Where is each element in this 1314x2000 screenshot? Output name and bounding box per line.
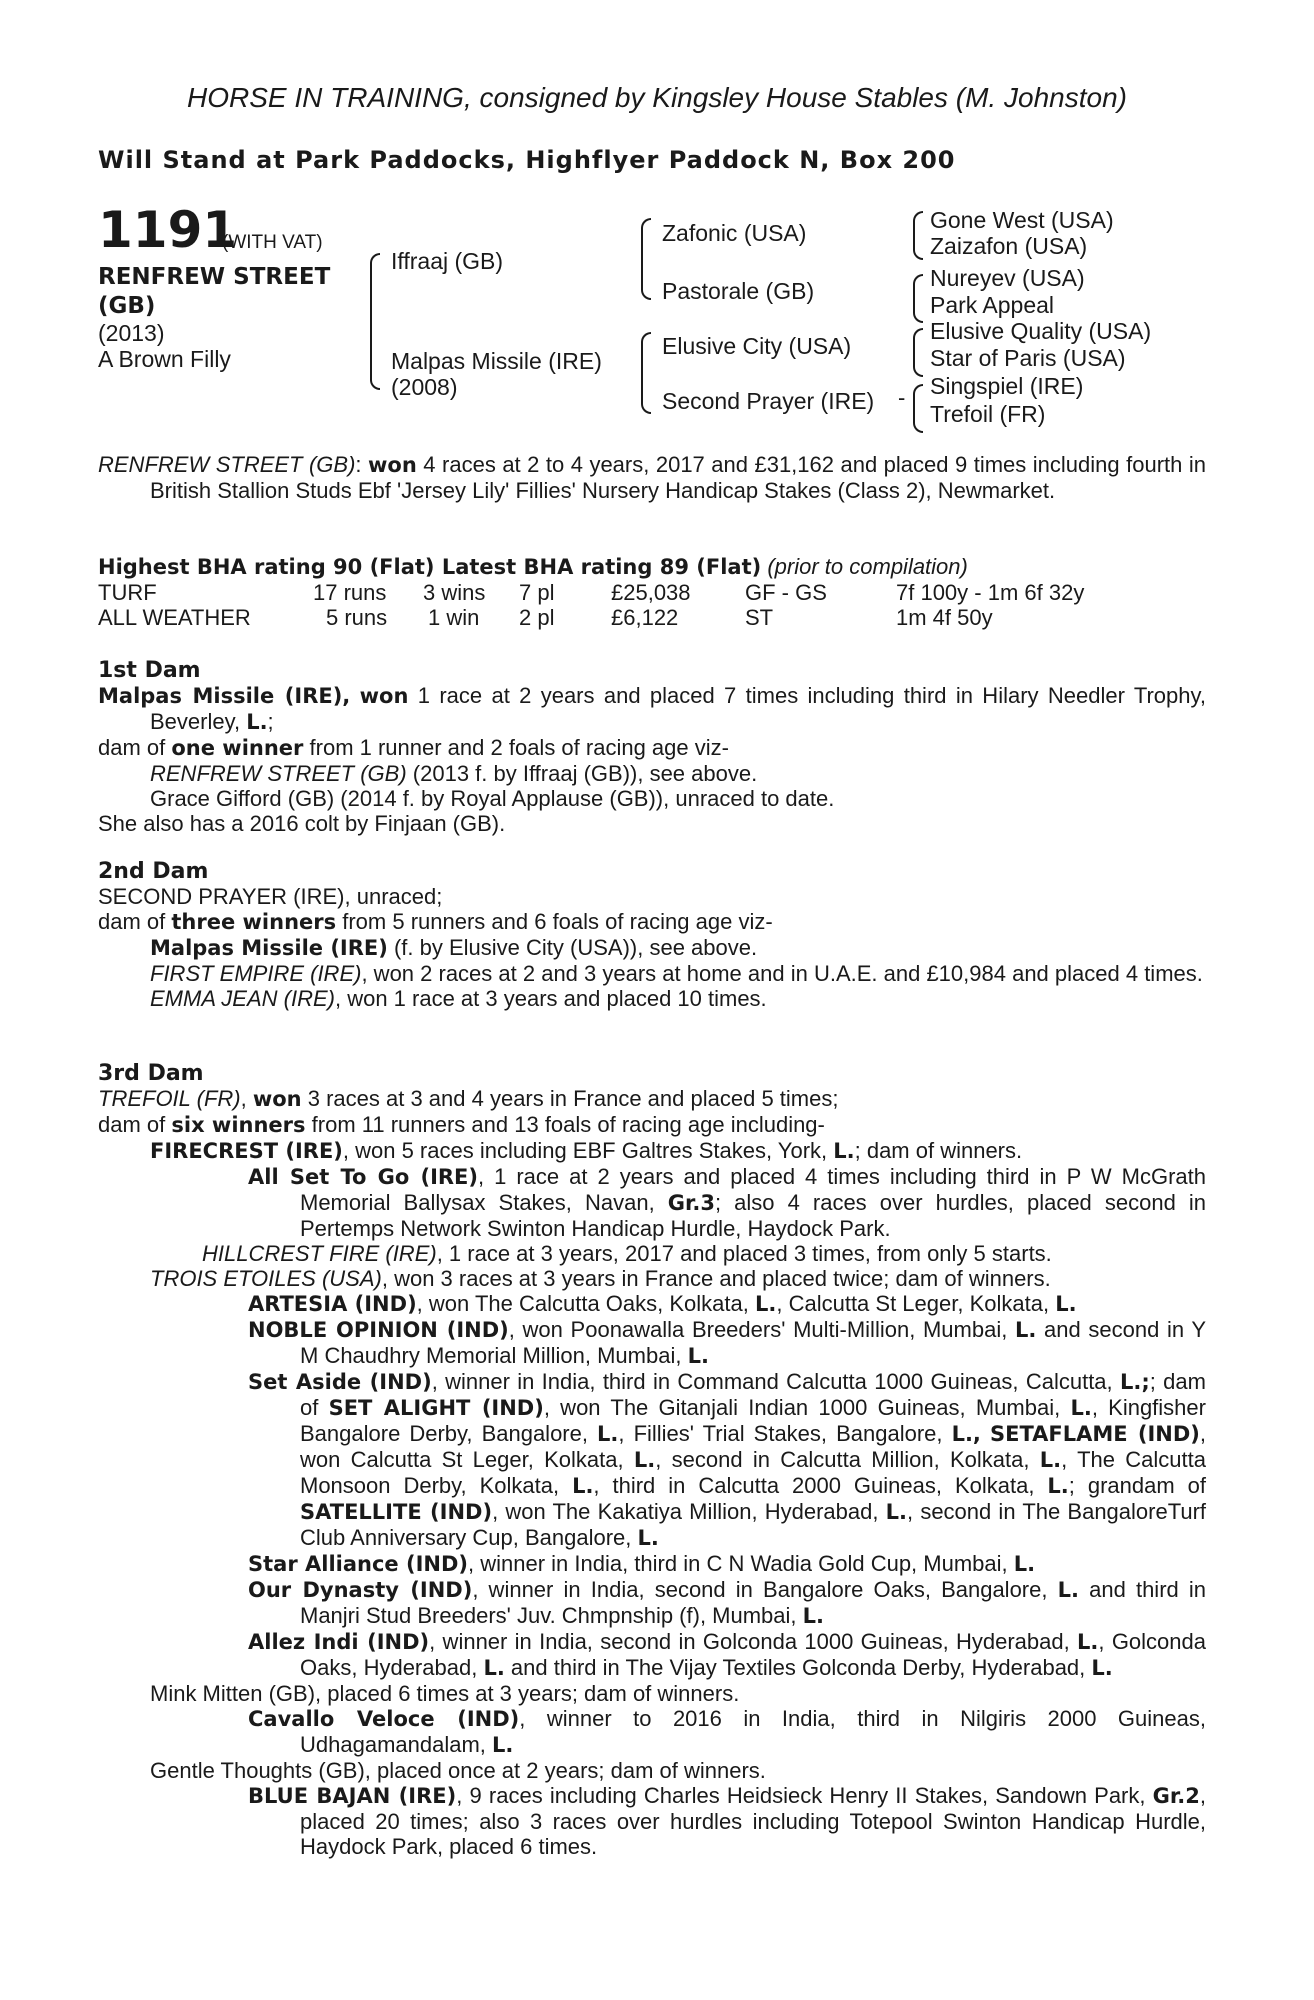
- first-dam-damof: dam of: [98, 735, 172, 760]
- setaflame-name: SETAFLAME (IND): [989, 1422, 1200, 1446]
- listed-mark: L.: [637, 1526, 659, 1550]
- listed-mark: L.: [246, 710, 268, 734]
- pedigree-sds: Nureyev (USA): [930, 265, 1085, 291]
- brace-g2: [913, 235, 923, 260]
- brace-g4: [913, 298, 923, 323]
- listed-mark: L.: [1039, 1448, 1062, 1472]
- listed-mark: L.: [1077, 1630, 1099, 1654]
- ratings-heading: Highest BHA rating 90 (Flat) Latest BHA rating 89 (Flat): [98, 555, 762, 579]
- ratings-note: (prior to compilation): [767, 554, 968, 579]
- turf-distance: 7f 100y - 1m 6f 32y: [896, 580, 1085, 605]
- first-dam-also: She also has a 2016 colt by Finjaan (GB).: [98, 811, 506, 836]
- horse-name: RENFREW STREET: [98, 264, 331, 290]
- first-dam-semi: ;: [267, 709, 274, 734]
- summary-name: RENFREW STREET (GB): [98, 452, 356, 477]
- first-dam-won: won: [359, 684, 409, 708]
- foal-description: A Brown Filly: [98, 346, 231, 372]
- listed-mark: L.: [802, 1604, 824, 1628]
- listed-mark: L.: [1013, 1552, 1036, 1576]
- bajan-text: , 9 races including Charles Heidsieck Henry II Stakes, Sandown Park,: [456, 1783, 1153, 1808]
- pedigree-sire-dam: Pastorale (GB): [662, 278, 815, 304]
- turf-wins: 3 wins: [423, 580, 486, 605]
- setalight-mid2: , Fillies' Trial Stakes, Bangalore,: [618, 1421, 952, 1446]
- second-dam-damof: dam of: [98, 909, 172, 934]
- pedigree-sdd: Park Appeal: [930, 292, 1055, 318]
- listed-mark: L.: [833, 1139, 855, 1163]
- pedigree-dam-dam: Second Prayer (IRE): [662, 388, 875, 414]
- mink-line: Mink Mitten (GB), placed 6 times at 3 years; dam of winners.: [150, 1681, 740, 1706]
- pedigree-ddd: Trefoil (FR): [930, 401, 1046, 427]
- listed-mark: L.: [1057, 1578, 1079, 1602]
- first-dam-winners: one winner: [171, 736, 304, 760]
- satellite-name: SATELLITE (IND): [300, 1500, 493, 1524]
- cavallo-text: , winner to 2016 in India, third in Nilgiris 2000 Guineas, Udhagamandalam,: [300, 1706, 1206, 1757]
- third-dam-name: TREFOIL (FR): [98, 1086, 241, 1111]
- venue-line: Will Stand at Park Paddocks, Highflyer Paddock N, Box 200: [98, 146, 956, 174]
- listed-mark: L.: [1055, 1292, 1077, 1316]
- artesia-text: , won The Calcutta Oaks, Kolkata,: [416, 1291, 755, 1316]
- firecrest-name: FIRECREST (IRE): [150, 1139, 343, 1163]
- listed-mark: L.: [572, 1474, 594, 1498]
- summary-text: 4 races at 2 to 4 years, 2017 and £31,162 and placed 9 times including fourth in British Stallion Studs Ebf 'Jersey Lily' Fillies' Nursery Handicap Stakes (Class 2), Newmarket.: [150, 452, 1206, 503]
- aw-going: ST: [745, 605, 774, 630]
- pedigree-dam-year: (2008): [391, 374, 458, 400]
- listed-mark: L.: [483, 1656, 505, 1680]
- second-dam-section: [98, 859, 1206, 1011]
- vat-label: (WITH VAT): [222, 232, 323, 253]
- setaside-mid: ; dam of: [300, 1369, 1206, 1420]
- pedigree-dss: Elusive Quality (USA): [930, 318, 1152, 344]
- noble-mid: and second in Y M Chaudhry Memorial Million, Mumbai,: [300, 1317, 1207, 1368]
- brace-dam-dam: [641, 372, 651, 414]
- page-header: HORSE IN TRAINING, consigned by Kingsley House Stables (M. Johnston): [187, 82, 1127, 113]
- listed-mark: L.;: [1119, 1370, 1150, 1394]
- brace-g1: [913, 211, 923, 237]
- pedigree-ssd: Zaizafon (USA): [930, 233, 1088, 259]
- aw-distance: 1m 4f 50y: [896, 605, 993, 630]
- second-dam-heading: 2nd Dam: [98, 859, 209, 884]
- lot-number: 1191: [98, 201, 238, 259]
- first-dam-section: [98, 658, 1206, 836]
- listed-mark: L.: [1047, 1474, 1069, 1498]
- pedigree-sire-sire: Zafonic (USA): [662, 220, 807, 246]
- brace-g5: [913, 328, 923, 354]
- foal-year: (2013): [98, 320, 165, 346]
- third-dam-section: 3rd Dam TREFOIL (FR), won 3 races at 3 and 4 years in France and placed 5 times; dam of six winners from 11 runners and 13 foals of racing age including- FIRECREST (IRE), won 5 races including EBF Galtres Stakes, York, L.; dam of winners. All Set To Go (IRE), 1 race at 2 years and placed 4 times including third in P W McGrath Memorial Ballysax Stakes, Navan, Gr.3; also 4 races over hurdles, placed second in Pertemps Network Swinton Handicap Hurdle, Haydock Park. HILLCREST FIRE (IRE), 1 race at 3 years, 2017 and placed 3 times, from only 5 starts. TROIS ETOILES (USA), won 3 races at 3 years in France and placed twice; dam of winners. ARTESIA (IND), won The Calcutta Oaks, Kolkata, L., Calcutta St Leger, Kolkata, L. NOBLE OPINION (IND), won Poonawalla Breeders' Multi-Million, Mumbai, L. and second in Y M Chaudhry Memorial Million, Mumbai, L. Set Aside (IND), winner in India, third in Command Calcutta 1000 Guineas, Calcutta, L.;; dam of SET ALIGHT (IND), won The Gitanjali Indian 1000 Guineas, Mumbai, L., Kingfisher Bangalore Derby, Bangalore, L., Fillies' Trial Stakes, Bangalore, L., SETAFLAME (IND), won Calcutta St Leger, Kolkata, L., second in Calcutta Million, Kolkata, L., The Calcutta Monsoon Derby, Kolkata, L., third in Calcutta 2000 Guineas, Kolkata, L.; grandam of SATELLITE (IND), won The Kakatiya Million, Hyderabad, L., second in The BangaloreTurf Club Anniversary Cup, Bangalore, L. Star Alliance (IND), winner in India, third in C N Wadia Gold Cup, Mumbai, L. Our Dynasty (IND), winner in India, second in Bangalore Oaks, Bangalore, L. and third in Manjri Stud Breeders' Juv. Chmpnship (f), Mumbai, L. Allez Indi (IND), winner in India, second in Golconda 1000 Guineas, Hyderabad, L., Golconda Oaks, Hyderabad, L. and third in The Vijay Textiles Golconda Derby, Hyderabad, L. Mink Mitten (GB), placed 6 times at 3 years; dam of winners. Cavallo Veloce (IND), winner to 2016 in India, third in Nilgiris 2000 Guineas, Udhagamandalam, L. Gentle Thoughts (GB), placed once at 2 years; dam of winners. BLUE BAJAN (IRE), 9 races including Charles Heidsieck Henry II Stakes, Sandown Park, Gr.2, placed 20 times; also 3 races over hurdles including Totepool Swinton Handicap Hurdle, Haydock Park, placed 6 times.: [98, 1061, 1207, 1859]
- dynasty-text: , winner in India, second in Bangalore Oaks, Bangalore,: [472, 1577, 1058, 1602]
- gentle-line: Gentle Thoughts (GB), placed once at 2 years; dam of winners.: [150, 1758, 766, 1783]
- listed-mark: L.: [1014, 1318, 1037, 1342]
- horse-country: (GB): [98, 293, 156, 319]
- turf-surface: TURF: [98, 580, 157, 605]
- setaflame-mid2: , The Calcutta Monsoon Derby, Kolkata,: [300, 1447, 1206, 1498]
- brace-g8: [913, 408, 923, 433]
- listed-mark: L.: [1091, 1656, 1113, 1680]
- artesia-mid: , Calcutta St Leger, Kolkata,: [776, 1291, 1056, 1316]
- first-dam-winners-text: from 1 runner and 2 foals of racing age viz-: [303, 735, 729, 760]
- turf-runs: 17 runs: [313, 580, 387, 605]
- pedigree-dsd: Star of Paris (USA): [930, 345, 1126, 371]
- allez-mid1: , Golconda Oaks, Hyderabad,: [300, 1629, 1207, 1680]
- noble-name: NOBLE OPINION (IND): [248, 1318, 509, 1342]
- satellite-mid: , second in The BangaloreTurf Club Anniversary Cup, Bangalore,: [300, 1499, 1207, 1550]
- first-dam-heading: 1st Dam: [98, 658, 201, 683]
- second-dam-o1-text: (f. by Elusive City (USA)), see above.: [387, 935, 758, 960]
- hillcrest-name: HILLCREST FIRE (IRE): [202, 1241, 437, 1266]
- satellite-text: , won The Kakatiya Million, Hyderabad,: [492, 1499, 886, 1524]
- allset-tail: ; also 4 races over hurdles, placed second in Pertemps Network Swinton Handicap Hurdle, Haydock Park.: [300, 1190, 1206, 1241]
- dynasty-name: Our Dynasty (IND): [248, 1578, 473, 1602]
- second-dam-o3-text: , won 1 race at 3 years and placed 10 times.: [334, 986, 767, 1011]
- allez-text: , winner in India, second in Golconda 1000 Guineas, Hyderabad,: [429, 1629, 1078, 1654]
- setaflame-mid1: , second in Calcutta Million, Kolkata,: [655, 1447, 1040, 1472]
- third-dam-damof: dam of: [98, 1112, 172, 1137]
- first-dam-name: Malpas Missile (IRE),: [98, 684, 351, 708]
- third-dam-won: won: [252, 1087, 302, 1111]
- cavallo-name: Cavallo Veloce (IND): [248, 1707, 520, 1731]
- setaflame-text: , won Calcutta St Leger, Kolkata,: [300, 1421, 1206, 1472]
- bajan-name: BLUE BAJAN (IRE): [248, 1784, 457, 1808]
- pedigree-dds: Singspiel (IRE): [930, 373, 1084, 399]
- listed-mark: L.: [633, 1448, 656, 1472]
- listed-mark: L.,: [951, 1422, 981, 1446]
- allez-mid2: and third in The Vijay Textiles Golconda Derby, Hyderabad,: [504, 1655, 1092, 1680]
- first-dam-offspring-2: Grace Gifford (GB) (2014 f. by Royal Applause (GB)), unraced to date.: [150, 786, 835, 811]
- ratings-heading-line: [98, 554, 968, 580]
- listed-mark: L.: [492, 1733, 514, 1757]
- setaside-name: Set Aside (IND): [248, 1370, 432, 1394]
- group-mark: Gr.2: [1152, 1784, 1200, 1808]
- trois-name: TROIS ETOILES (USA): [150, 1266, 382, 1291]
- first-dam-offspring-1-text: (2013 f. by Iffraaj (GB)), see above.: [406, 761, 758, 786]
- brace-g6: [913, 352, 923, 377]
- firecrest-tail: ; dam of winners.: [854, 1138, 1023, 1163]
- third-dam-heading: 3rd Dam: [98, 1061, 204, 1086]
- hillcrest-text: , 1 race at 3 years, 2017 and placed 3 times, from only 5 starts.: [436, 1241, 1052, 1266]
- listed-mark: L.: [687, 1344, 709, 1368]
- first-dam-offspring-1: RENFREW STREET (GB): [150, 761, 407, 786]
- trois-text: , won 3 races at 3 years in France and placed twice; dam of winners.: [381, 1266, 1051, 1291]
- allset-name: All Set To Go (IRE): [248, 1165, 478, 1189]
- brace-g7: [913, 384, 923, 410]
- turf-going: GF - GS: [745, 580, 827, 605]
- brace-g3: [913, 274, 923, 300]
- third-dam-text: 3 races at 3 and 4 years in France and placed 5 times;: [301, 1086, 839, 1111]
- group-mark: Gr.3: [667, 1191, 715, 1215]
- horse-name-block: [98, 263, 330, 321]
- third-dam-winners: six winners: [171, 1113, 306, 1137]
- aw-wins: 1 win: [428, 605, 480, 630]
- setalight-mid1: , Kingfisher Bangalore Derby, Bangalore,: [300, 1395, 1206, 1446]
- brace-sire-dam: [641, 258, 651, 300]
- setalight-text: , won The Gitanjali Indian 1000 Guineas, Mumbai,: [543, 1395, 1071, 1420]
- setalight-name: SET ALIGHT (IND): [328, 1396, 544, 1420]
- dynasty-mid: and third in Manjri Stud Breeders' Juv. Chmpnship (f), Mumbai,: [300, 1577, 1207, 1628]
- aw-pl: 2 pl: [519, 605, 555, 630]
- second-dam-line1: SECOND PRAYER (IRE), unraced;: [98, 884, 443, 909]
- second-dam-o3-name: EMMA JEAN (IRE): [150, 986, 335, 1011]
- second-dam-o2-name: FIRST EMPIRE (IRE): [150, 961, 362, 986]
- first-dam-text: 1 race at 2 years and placed 7 times including third in Hilary Needler Trophy, Beverley,: [150, 683, 1206, 734]
- allset-text: , 1 race at 2 years and placed 4 times including third in P W McGrath Memorial Ballysax Stakes, Navan,: [300, 1164, 1206, 1215]
- aw-surface: ALL WEATHER: [98, 605, 251, 630]
- second-dam-o1-name: Malpas Missile (IRE): [150, 936, 388, 960]
- listed-mark: L.: [1070, 1396, 1092, 1420]
- aw-runs: 5 runs: [326, 605, 388, 630]
- listed-mark: L.: [755, 1292, 777, 1316]
- setaside-text: , winner in India, third in Command Calcutta 1000 Guineas, Calcutta,: [431, 1369, 1120, 1394]
- allez-name: Allez Indi (IND): [248, 1630, 430, 1654]
- turf-pl: 7 pl: [519, 580, 555, 605]
- firecrest-text: , won 5 races including EBF Galtres Stakes, York,: [342, 1138, 834, 1163]
- bajan-tail: , placed 20 times; also 3 races over hurdles including Totepool Swinton Handicap Hurdle, Haydock Park, placed 6 times.: [300, 1783, 1206, 1859]
- pedigree-sire: Iffraaj (GB): [391, 248, 504, 274]
- listed-mark: L.: [597, 1422, 619, 1446]
- second-dam-winners-text: from 5 runners and 6 foals of racing age viz-: [336, 909, 773, 934]
- pedigree-dam-sire: Elusive City (USA): [662, 333, 852, 359]
- brace-dam-line: [370, 330, 380, 390]
- turf-prize: £25,038: [611, 580, 691, 605]
- pedigree-connector: -: [898, 385, 906, 410]
- second-dam-o2-text: , won 2 races at 2 and 3 years at home and in U.A.E. and £10,984 and placed 4 times.: [361, 961, 1203, 986]
- summary-won: won: [368, 453, 417, 477]
- artesia-name: ARTESIA (IND): [248, 1292, 417, 1316]
- pedigree-dam: Malpas Missile (IRE): [391, 348, 602, 374]
- listed-mark: L.: [885, 1500, 908, 1524]
- star-text: , winner in India, third in C N Wadia Gold Cup, Mumbai,: [468, 1551, 1014, 1576]
- second-dam-winners: three winners: [171, 910, 337, 934]
- third-dam-winners-text: from 11 runners and 13 foals of racing age including-: [305, 1112, 825, 1137]
- pedigree-sss: Gone West (USA): [930, 207, 1114, 233]
- race-summary: RENFREW STREET (GB): won 4 races at 2 to 4 years, 2017 and £31,162 and placed 9 times including fourth in British Stallion Studs Ebf 'Jersey Lily' Fillies' Nursery Handicap Stakes (Class 2), Newmarket.: [98, 452, 1206, 503]
- star-name: Star Alliance (IND): [248, 1552, 468, 1576]
- noble-text: , won Poonawalla Breeders' Multi-Million, Mumbai,: [508, 1317, 1015, 1342]
- setaflame-mid3: , third in Calcutta 2000 Guineas, Kolkata,: [593, 1473, 1048, 1498]
- setaflame-mid4: ; grandam of: [1068, 1473, 1207, 1498]
- aw-prize: £6,122: [611, 605, 679, 630]
